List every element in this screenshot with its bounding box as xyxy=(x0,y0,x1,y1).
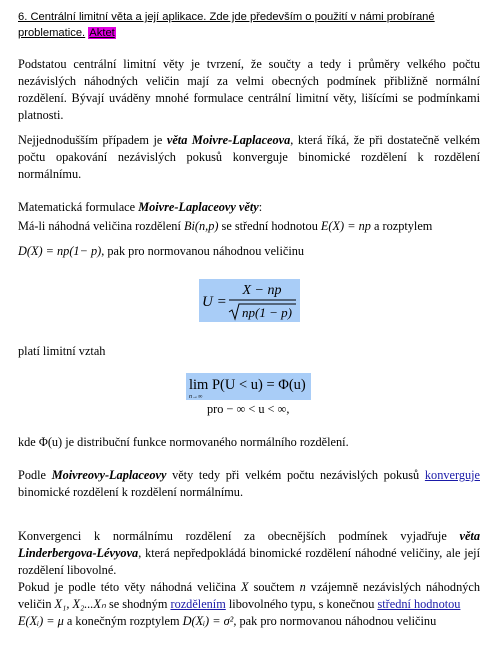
p2-text-c: , která říká, že při dostatečně velkém počtu opakování nezávislých pokusů konverguje binomické rozdělení k rozdělení normálnímu. xyxy=(18,133,481,181)
p8-text-c: vzájemně nezávislých náhodných veličin xyxy=(18,580,480,611)
p8-mean: E(Xᵢ) = μ xyxy=(18,614,64,628)
p6-text-a: Podle xyxy=(18,468,52,482)
section-heading xyxy=(18,9,488,41)
eq1-numerator: X − np xyxy=(242,283,282,298)
paragraph-formulation xyxy=(18,198,480,261)
p3-line1-a: Má-li náhodná veličina rozdělení xyxy=(18,219,184,233)
eq1-lhs: U = xyxy=(202,294,227,310)
p3-intro-a: Matematická formulace xyxy=(18,200,139,214)
p8-text-b: součtem xyxy=(248,580,300,594)
paragraph-intro: Podstatou centrální limitní věty je tvrzení, že součty a tedy i průměry velkého počtu nezávislých náhodných veličin mají za velmi obecných podmínek přibližně normální rozdělení. Bývají uváděny mnohé formulace centrální limitní věty, lišícími se podmínkami platnosti. xyxy=(18,57,480,122)
p3-line1-d: E(X) = np xyxy=(320,219,371,233)
paragraph-lindeberg xyxy=(18,528,480,579)
link-konverguje[interactable]: konverguje xyxy=(424,468,480,482)
p8-text-g: a konečným rozptylem xyxy=(63,614,183,628)
p8-vars: X₁, X₂...Xₙ xyxy=(54,597,106,611)
p2-theorem-name: věta Moivre-Laplaceova xyxy=(166,133,291,147)
paragraph-moivre-conclusion xyxy=(18,467,480,501)
equation-limit-condition: pro − ∞ < u < ∞, xyxy=(207,402,290,416)
equation-limit-svg xyxy=(186,373,311,400)
paragraph-limit-intro: platí limitní vztah xyxy=(18,344,106,358)
p8-var-n: n xyxy=(299,580,306,594)
p3-intro-c: : xyxy=(258,200,263,214)
heading-tag[interactable]: Aktet xyxy=(89,27,115,39)
p6-text-d: binomické rozdělení k rozdělení normálnímu. xyxy=(18,485,244,499)
p8-text-i: , pak pro normovanou náhodnou veličinu xyxy=(233,614,437,628)
p8-var-X: X xyxy=(241,580,249,594)
p7-text-a: Konvergenci k normálnímu rozdělení za obecnějších podmínek vyjadřuje xyxy=(18,529,460,543)
p8-text-d: se shodným xyxy=(105,597,171,611)
p6-theorem-name: Moivreovy-Laplaceovy xyxy=(51,468,167,482)
paragraph-moivre xyxy=(18,132,480,183)
eq1-denominator: np(1 − p) xyxy=(242,305,292,320)
p8-text-a: Pokud je podle této věty náhodná veličina xyxy=(18,580,242,594)
p7-text-c: , která nepředpokládá binomické rozdělení náhodné veličiny, ale její rozdělení libovolné. xyxy=(18,546,480,577)
p8-variance: D(Xᵢ) = σ² xyxy=(182,614,234,628)
equation-normalized-variable xyxy=(199,279,300,322)
p3-line1-b: Bi(n,p) xyxy=(183,219,219,233)
p3-line1-e: a rozptylem xyxy=(370,219,433,233)
equation-normalized-svg xyxy=(199,279,300,322)
p3-intro-b: Moivre-Laplaceovy věty xyxy=(138,200,259,214)
heading-title: 6. Centrální limitní věta a její aplikace. Zde jde především o použití v námi probírané problematice. xyxy=(18,11,435,39)
p3-line2-b: , pak pro normovanou náhodnou veličinu xyxy=(101,244,305,258)
p3-line2-a: D(X) = np(1− p) xyxy=(18,244,102,258)
eq2-subscript: n→∞ xyxy=(189,394,203,400)
p6-text-c: věty tedy při velkém počtu nezávislých pokusů xyxy=(166,468,425,482)
p8-text-e: libovolného typu, s konečnou xyxy=(225,597,378,611)
p3-line1-c: se střední hodnotou xyxy=(218,219,321,233)
link-rozdelenim[interactable]: rozdělením xyxy=(170,597,226,611)
link-stredni-hodnotou[interactable]: střední hodnotou xyxy=(377,597,461,611)
eq2-text: lim P(U < u) = Φ(u) xyxy=(189,377,306,393)
p2-text-a: Nejjednodušším případem je xyxy=(18,133,167,147)
paragraph-phi: kde Φ(u) je distribuční funkce normovaného normálního rozdělení. xyxy=(18,435,349,449)
p7-theorem-name: věta Linderbergova-Lévyova xyxy=(18,529,480,560)
paragraph-lindeberg-conditions xyxy=(18,579,480,630)
equation-limit xyxy=(186,373,311,400)
